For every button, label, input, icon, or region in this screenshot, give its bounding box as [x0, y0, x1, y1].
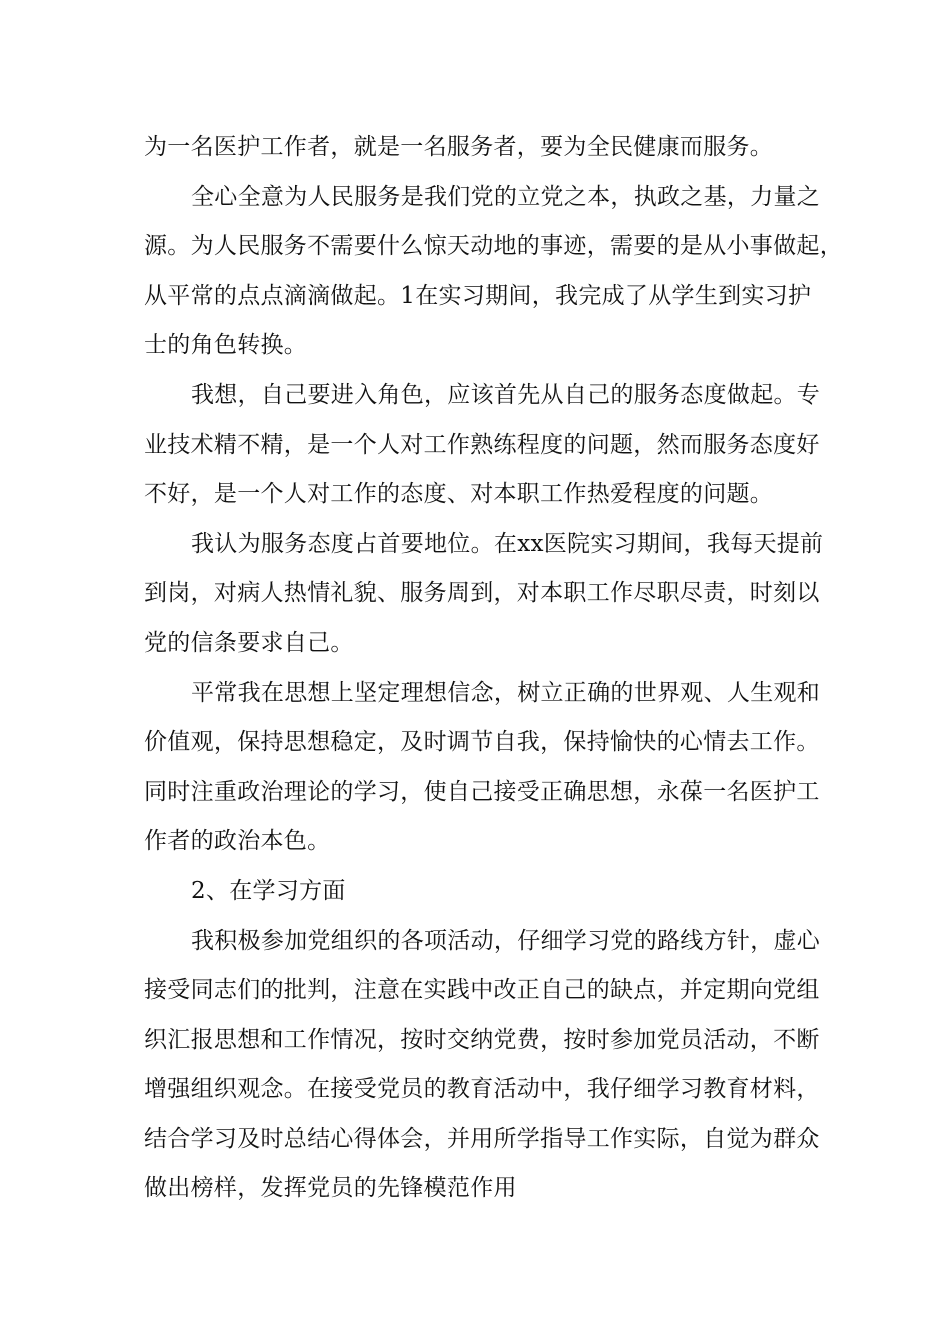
text-line: 同时注重政治理论的学习，使自己接受正确思想，永葆一名医护工: [144, 778, 820, 805]
paragraph-3: [144, 371, 821, 520]
text-line: 到岗，对病人热情礼貌、服务周到，对本职工作尽职尽责，时刻以: [144, 580, 820, 607]
text-line: 从平常的点点滴滴做起。1在实习期间，我完成了从学生到实习护: [144, 282, 812, 309]
text-line: 党的信条要求自己。: [144, 629, 354, 656]
text-line: 我积极参加党组织的各项活动，仔细学习党的路线方针，虚心: [191, 927, 821, 954]
text-line: 增强组织观念。在接受党员的教育活动中，我仔细学习教育材料，: [144, 1076, 820, 1103]
text-line: 结合学习及时总结心得体会，并用所学指导工作实际，自觉为群众: [144, 1125, 820, 1152]
text-line: 士的角色转换。: [144, 332, 308, 359]
heading-line: 2、在学习方面: [191, 877, 346, 904]
text-line: 源。为人民服务不需要什么惊天动地的事迹，需要的是从小事做起，: [144, 233, 843, 260]
text-line: 平常我在思想上坚定理想信念，树立正确的世界观、人生观和: [191, 679, 821, 706]
text-line: 作者的政治本色。: [144, 828, 331, 855]
text-line: 价值观，保持思想稳定，及时调节自我，保持愉快的心情去工作。: [144, 729, 820, 756]
paragraph-1: [144, 123, 809, 173]
paragraph-2: [144, 173, 843, 371]
text-line: 我认为服务态度占首要地位。在xx医院实习期间，我每天提前: [191, 530, 824, 557]
text-line: 业技术精不精，是一个人对工作熟练程度的问题，然而服务态度好: [144, 431, 820, 458]
document-body: [144, 123, 843, 1214]
text-line: 我想，自己要进入角色，应该首先从自己的服务态度做起。专: [191, 381, 821, 408]
text-line: 接受同志们的批判，注意在实践中改正自己的缺点，并定期向党组: [144, 977, 820, 1004]
text-line: 不好，是一个人对工作的态度、对本职工作热爱程度的问题。: [144, 481, 774, 508]
text-line: 织汇报思想和工作情况，按时交纳党费，按时参加党员活动，不断: [144, 1026, 820, 1053]
paragraph-7: [144, 917, 821, 1215]
text-line: 做出榜样，发挥党员的先锋模范作用: [144, 1175, 517, 1202]
paragraph-4: [144, 520, 824, 669]
section-heading: [144, 867, 809, 917]
text-line: 为一名医护工作者，就是一名服务者，要为全民健康而服务。: [144, 134, 774, 160]
paragraph-5: [144, 669, 821, 867]
text-line: 全心全意为人民服务是我们党的立党之本，执政之基，力量之: [191, 183, 821, 210]
